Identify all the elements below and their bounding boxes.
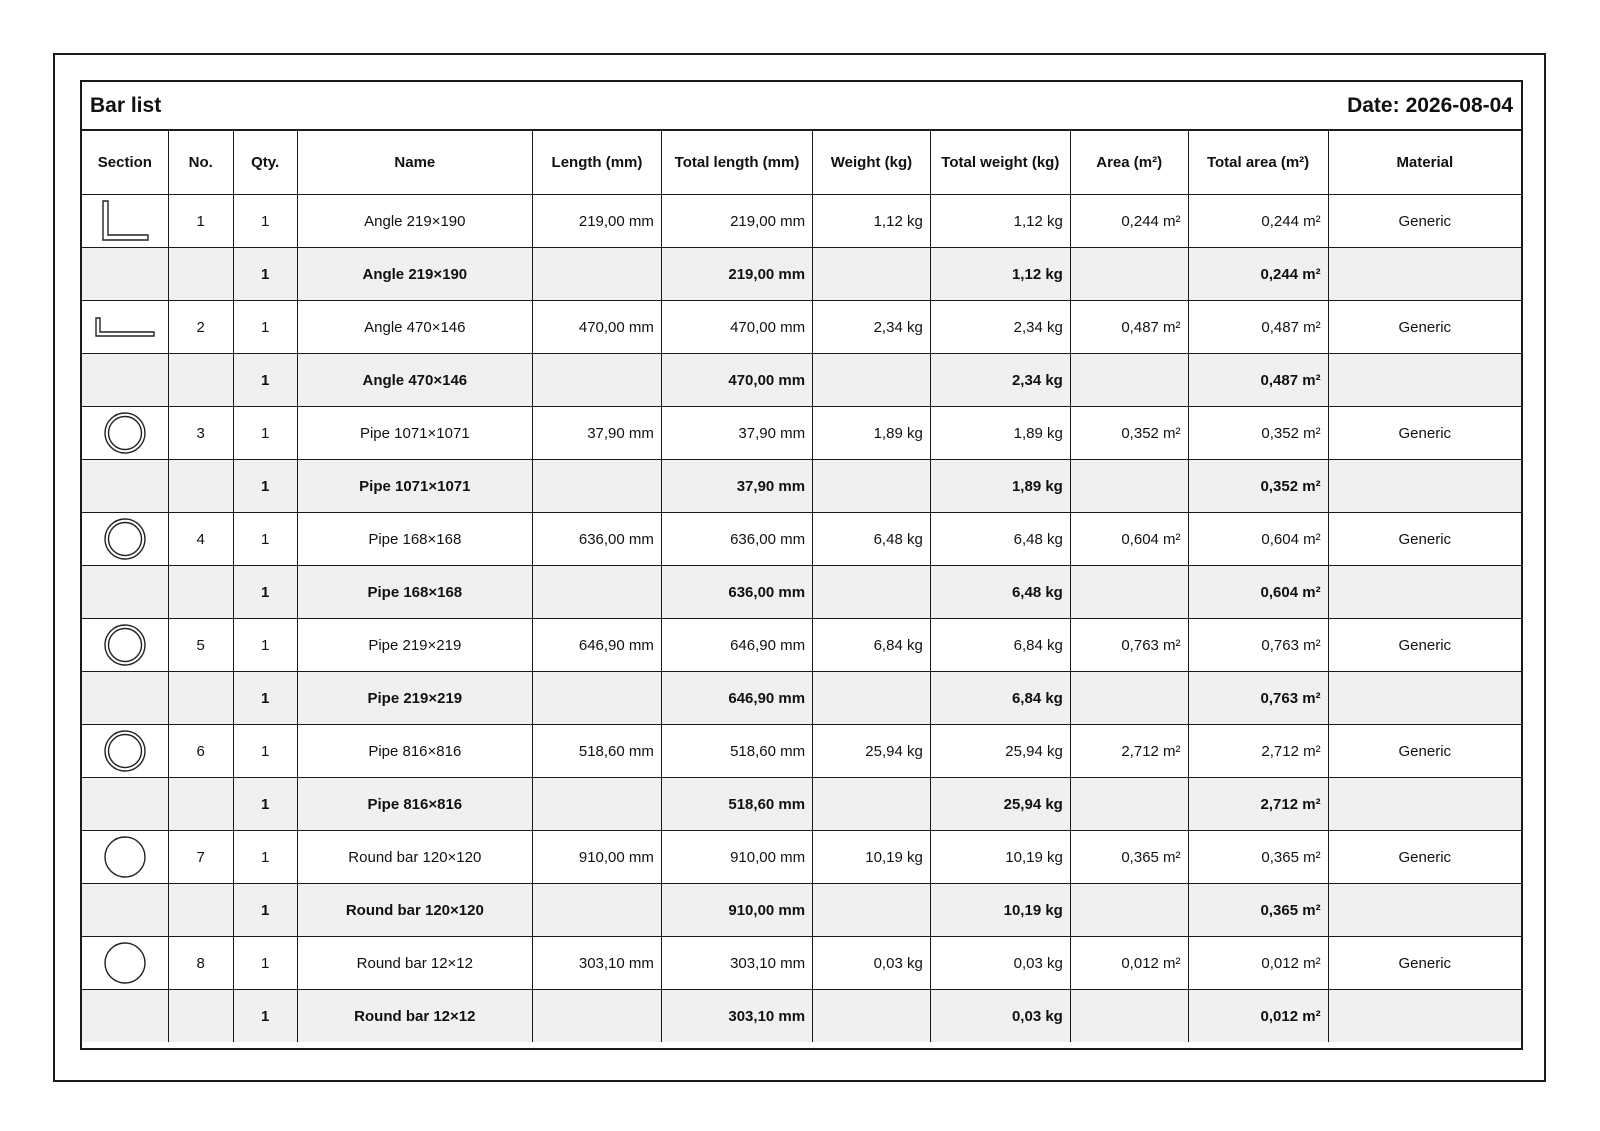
cell-qty: 1 [233, 301, 297, 354]
cell-length [533, 354, 662, 407]
column-header-total-weight: Total weight (kg) [930, 131, 1070, 195]
cell-name: Angle 470×146 [297, 354, 532, 407]
cell-no [168, 884, 233, 937]
round-bar-icon [82, 835, 168, 879]
cell-section [82, 460, 168, 513]
cell-section [82, 513, 168, 566]
cell-weight: 6,84 kg [813, 619, 931, 672]
cell-area [1070, 990, 1188, 1043]
cell-no [168, 248, 233, 301]
column-header-name: Name [297, 131, 532, 195]
cell-no: 8 [168, 937, 233, 990]
cell-qty: 1 [233, 672, 297, 725]
cell-section [82, 566, 168, 619]
column-header-weight: Weight (kg) [813, 131, 931, 195]
cell-total-area: 0,012 m² [1188, 937, 1328, 990]
cell-total-weight: 2,34 kg [930, 354, 1070, 407]
cell-total-length: 910,00 mm [661, 831, 812, 884]
cell-total-length: 910,00 mm [661, 884, 812, 937]
cell-section [82, 937, 168, 990]
cell-area [1070, 248, 1188, 301]
cell-length [533, 778, 662, 831]
cell-weight: 10,19 kg [813, 831, 931, 884]
cell-weight: 0,03 kg [813, 937, 931, 990]
cell-material: Generic [1328, 831, 1521, 884]
cell-area: 0,487 m² [1070, 301, 1188, 354]
cell-qty: 1 [233, 725, 297, 778]
table-row [82, 619, 1521, 672]
cell-total-area: 0,487 m² [1188, 354, 1328, 407]
round-bar-icon [82, 941, 168, 985]
cell-total-length: 646,90 mm [661, 619, 812, 672]
cell-area [1070, 566, 1188, 619]
cell-total-weight: 10,19 kg [930, 884, 1070, 937]
cell-total-length: 646,90 mm [661, 672, 812, 725]
cell-qty: 1 [233, 831, 297, 884]
document-title: Bar list [90, 93, 162, 117]
cell-name: Angle 470×146 [297, 301, 532, 354]
cell-total-weight: 6,84 kg [930, 672, 1070, 725]
cell-name: Pipe 168×168 [297, 513, 532, 566]
cell-area: 0,365 m² [1070, 831, 1188, 884]
cell-material [1328, 884, 1521, 937]
cell-weight: 25,94 kg [813, 725, 931, 778]
cell-section [82, 354, 168, 407]
cell-total-area: 0,763 m² [1188, 619, 1328, 672]
cell-material: Generic [1328, 407, 1521, 460]
cell-qty: 1 [233, 990, 297, 1043]
column-header-no: No. [168, 131, 233, 195]
cell-section [82, 672, 168, 725]
summary-row [82, 884, 1521, 937]
cell-material: Generic [1328, 725, 1521, 778]
cell-total-weight: 1,89 kg [930, 407, 1070, 460]
cell-area: 0,604 m² [1070, 513, 1188, 566]
cell-total-weight: 0,03 kg [930, 937, 1070, 990]
cell-no: 6 [168, 725, 233, 778]
cell-total-area: 0,244 m² [1188, 195, 1328, 248]
cell-total-length: 219,00 mm [661, 195, 812, 248]
table-row [82, 725, 1521, 778]
cell-total-weight: 6,48 kg [930, 513, 1070, 566]
cell-no: 7 [168, 831, 233, 884]
cell-total-length: 636,00 mm [661, 513, 812, 566]
cell-material: Generic [1328, 619, 1521, 672]
cell-weight: 2,34 kg [813, 301, 931, 354]
cell-no: 2 [168, 301, 233, 354]
cell-qty: 1 [233, 460, 297, 513]
cell-total-area: 0,352 m² [1188, 460, 1328, 513]
cell-no: 4 [168, 513, 233, 566]
cell-area [1070, 884, 1188, 937]
cell-material: Generic [1328, 301, 1521, 354]
summary-row [82, 672, 1521, 725]
cell-total-weight: 1,89 kg [930, 460, 1070, 513]
summary-row [82, 248, 1521, 301]
cell-length: 303,10 mm [533, 937, 662, 990]
cell-section [82, 831, 168, 884]
cell-area: 0,763 m² [1070, 619, 1188, 672]
table-row [82, 831, 1521, 884]
cell-total-length: 470,00 mm [661, 301, 812, 354]
pipe-icon [82, 729, 168, 773]
cell-area: 2,712 m² [1070, 725, 1188, 778]
cell-weight [813, 354, 931, 407]
cell-name: Round bar 120×120 [297, 831, 532, 884]
angle-flat-icon [82, 316, 168, 338]
cell-section [82, 248, 168, 301]
cell-section [82, 195, 168, 248]
cell-total-weight: 2,34 kg [930, 301, 1070, 354]
summary-row [82, 778, 1521, 831]
summary-row [82, 354, 1521, 407]
cell-total-area: 2,712 m² [1188, 725, 1328, 778]
cell-length: 470,00 mm [533, 301, 662, 354]
cell-name: Round bar 12×12 [297, 990, 532, 1043]
cell-section [82, 619, 168, 672]
cell-name: Round bar 120×120 [297, 884, 532, 937]
column-header-material: Material [1328, 131, 1521, 195]
cell-area [1070, 460, 1188, 513]
cell-material: Generic [1328, 937, 1521, 990]
cell-area [1070, 778, 1188, 831]
cell-total-weight: 25,94 kg [930, 778, 1070, 831]
column-header-length: Length (mm) [533, 131, 662, 195]
cell-material [1328, 248, 1521, 301]
cell-area: 0,244 m² [1070, 195, 1188, 248]
cell-total-weight: 25,94 kg [930, 725, 1070, 778]
pipe-icon [82, 623, 168, 667]
bar-list-table [82, 131, 1521, 1042]
cell-total-length: 37,90 mm [661, 460, 812, 513]
cell-qty: 1 [233, 884, 297, 937]
cell-total-length: 303,10 mm [661, 937, 812, 990]
table-row [82, 407, 1521, 460]
cell-material: Generic [1328, 513, 1521, 566]
summary-row [82, 566, 1521, 619]
cell-section [82, 725, 168, 778]
cell-total-length: 518,60 mm [661, 725, 812, 778]
cell-weight: 1,12 kg [813, 195, 931, 248]
cell-name: Pipe 219×219 [297, 619, 532, 672]
cell-section [82, 778, 168, 831]
column-header-total-length: Total length (mm) [661, 131, 812, 195]
cell-weight [813, 248, 931, 301]
cell-name: Round bar 12×12 [297, 937, 532, 990]
cell-no [168, 354, 233, 407]
cell-length [533, 460, 662, 513]
cell-material [1328, 460, 1521, 513]
cell-no: 5 [168, 619, 233, 672]
cell-length: 37,90 mm [533, 407, 662, 460]
cell-name: Pipe 168×168 [297, 566, 532, 619]
cell-weight [813, 672, 931, 725]
table-row [82, 195, 1521, 248]
cell-qty: 1 [233, 195, 297, 248]
cell-section [82, 407, 168, 460]
cell-area: 0,012 m² [1070, 937, 1188, 990]
cell-total-area: 0,487 m² [1188, 301, 1328, 354]
summary-row [82, 460, 1521, 513]
cell-section [82, 990, 168, 1043]
cell-total-area: 0,365 m² [1188, 831, 1328, 884]
angle-tall-icon [82, 199, 168, 243]
cell-weight: 6,48 kg [813, 513, 931, 566]
column-header-section: Section [82, 131, 168, 195]
cell-section [82, 301, 168, 354]
column-header-qty: Qty. [233, 131, 297, 195]
cell-total-area: 0,244 m² [1188, 248, 1328, 301]
cell-qty: 1 [233, 937, 297, 990]
cell-total-length: 37,90 mm [661, 407, 812, 460]
cell-qty: 1 [233, 566, 297, 619]
table-row [82, 513, 1521, 566]
table-header [82, 131, 1521, 195]
cell-no: 1 [168, 195, 233, 248]
table-row [82, 937, 1521, 990]
cell-qty: 1 [233, 619, 297, 672]
title-bar [82, 82, 1521, 131]
cell-length: 910,00 mm [533, 831, 662, 884]
column-header-area: Area (m²) [1070, 131, 1188, 195]
cell-total-area: 0,763 m² [1188, 672, 1328, 725]
cell-section [82, 884, 168, 937]
cell-weight [813, 460, 931, 513]
cell-total-weight: 1,12 kg [930, 195, 1070, 248]
cell-total-area: 0,604 m² [1188, 566, 1328, 619]
cell-weight [813, 884, 931, 937]
cell-total-weight: 6,84 kg [930, 619, 1070, 672]
cell-material [1328, 354, 1521, 407]
cell-area [1070, 672, 1188, 725]
cell-weight: 1,89 kg [813, 407, 931, 460]
cell-no [168, 990, 233, 1043]
cell-weight [813, 778, 931, 831]
cell-total-length: 219,00 mm [661, 248, 812, 301]
cell-material [1328, 990, 1521, 1043]
cell-length [533, 566, 662, 619]
cell-length [533, 884, 662, 937]
cell-qty: 1 [233, 513, 297, 566]
cell-length: 219,00 mm [533, 195, 662, 248]
cell-name: Angle 219×190 [297, 195, 532, 248]
table-body [82, 195, 1521, 1043]
cell-material [1328, 672, 1521, 725]
cell-material [1328, 778, 1521, 831]
summary-row [82, 990, 1521, 1043]
table-row [82, 301, 1521, 354]
cell-total-area: 0,604 m² [1188, 513, 1328, 566]
cell-name: Pipe 816×816 [297, 778, 532, 831]
cell-no [168, 778, 233, 831]
cell-total-weight: 10,19 kg [930, 831, 1070, 884]
cell-total-area: 0,365 m² [1188, 884, 1328, 937]
cell-total-weight: 6,48 kg [930, 566, 1070, 619]
cell-length: 646,90 mm [533, 619, 662, 672]
cell-name: Pipe 1071×1071 [297, 407, 532, 460]
cell-qty: 1 [233, 778, 297, 831]
cell-material [1328, 566, 1521, 619]
document-date [1347, 94, 1513, 118]
cell-name: Pipe 816×816 [297, 725, 532, 778]
cell-area: 0,352 m² [1070, 407, 1188, 460]
cell-material: Generic [1328, 195, 1521, 248]
cell-length [533, 248, 662, 301]
cell-name: Angle 219×190 [297, 248, 532, 301]
cell-area [1070, 354, 1188, 407]
cell-total-length: 518,60 mm [661, 778, 812, 831]
cell-total-length: 470,00 mm [661, 354, 812, 407]
cell-total-weight: 1,12 kg [930, 248, 1070, 301]
pipe-icon [82, 517, 168, 561]
cell-length: 636,00 mm [533, 513, 662, 566]
cell-qty: 1 [233, 354, 297, 407]
cell-total-length: 303,10 mm [661, 990, 812, 1043]
cell-no [168, 672, 233, 725]
cell-qty: 1 [233, 248, 297, 301]
cell-length: 518,60 mm [533, 725, 662, 778]
date-label: Date: [1347, 93, 1400, 117]
cell-length [533, 672, 662, 725]
date-value: 2026-08-04 [1405, 93, 1513, 117]
cell-name: Pipe 1071×1071 [297, 460, 532, 513]
cell-total-area: 0,012 m² [1188, 990, 1328, 1043]
bar-list-sheet [80, 80, 1523, 1050]
cell-name: Pipe 219×219 [297, 672, 532, 725]
cell-length [533, 990, 662, 1043]
cell-no: 3 [168, 407, 233, 460]
cell-no [168, 460, 233, 513]
cell-weight [813, 566, 931, 619]
cell-total-length: 636,00 mm [661, 566, 812, 619]
cell-total-weight: 0,03 kg [930, 990, 1070, 1043]
cell-total-area: 0,352 m² [1188, 407, 1328, 460]
column-header-total-area: Total area (m²) [1188, 131, 1328, 195]
pipe-icon [82, 411, 168, 455]
cell-qty: 1 [233, 407, 297, 460]
cell-weight [813, 990, 931, 1043]
cell-total-area: 2,712 m² [1188, 778, 1328, 831]
cell-no [168, 566, 233, 619]
